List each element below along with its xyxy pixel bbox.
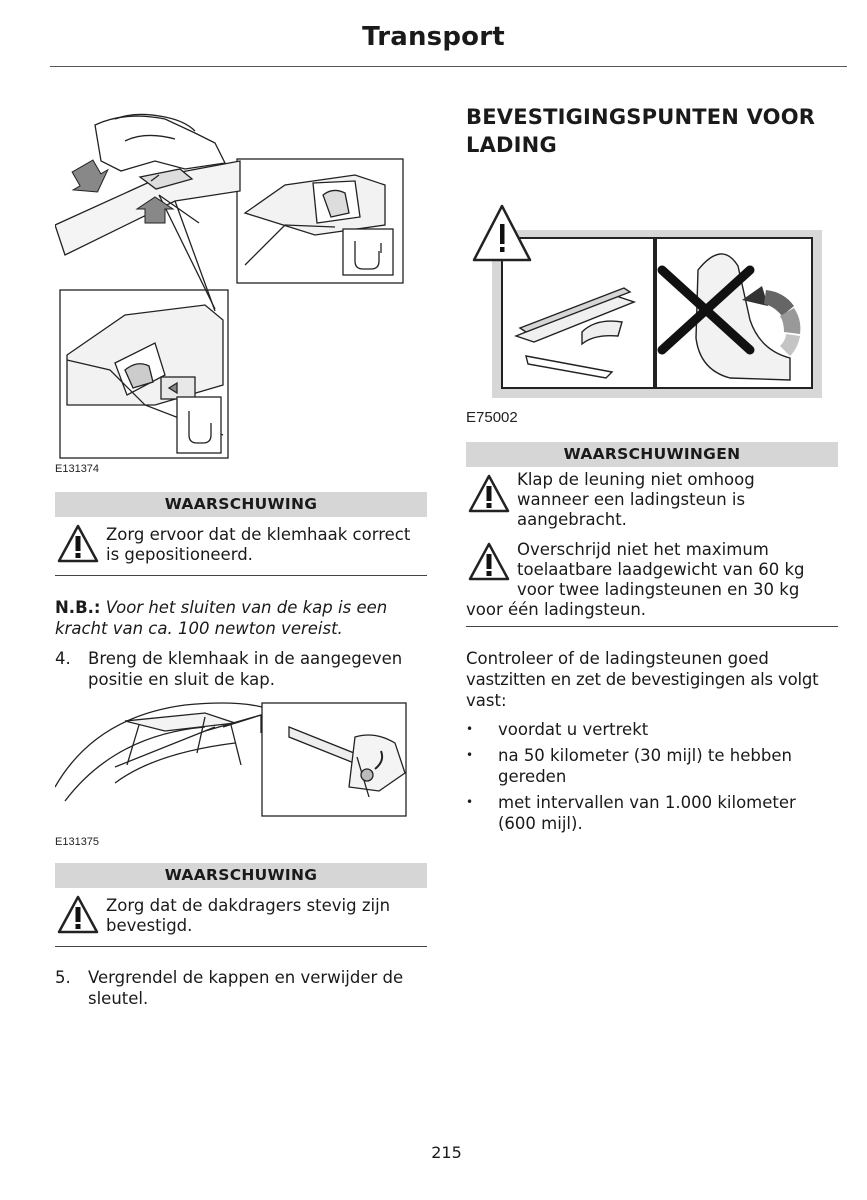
- warning-text-line: toelaatbare laadgewicht van 60 kg: [517, 560, 805, 579]
- warning-triangle-icon: [56, 523, 100, 565]
- bullet-text: voordat u vertrekt: [498, 720, 649, 739]
- bullet-text: met intervallen van 1.000 kilometer: [498, 793, 796, 812]
- warning-text-line: wanneer een ladingsteun is: [517, 490, 746, 509]
- intro-line: Controleer of de ladingsteunen goed: [466, 649, 769, 668]
- bullet-dot: •: [466, 748, 474, 762]
- bullet-dot: •: [466, 722, 474, 736]
- roof-box-clamp-illustration: [55, 105, 427, 465]
- warning-triangle-icon: [467, 541, 511, 583]
- step-number: 4.: [55, 649, 71, 668]
- roof-rack-key-illustration: [55, 697, 427, 827]
- title-divider: [50, 66, 847, 67]
- page-number: 215: [431, 1143, 462, 1162]
- figure-code: E131374: [55, 463, 100, 475]
- warning-heading: WAARSCHUWING: [55, 492, 427, 517]
- note-text: Voor het sluiten van de kap is een: [100, 598, 388, 617]
- warnings-heading: WAARSCHUWINGEN: [466, 442, 838, 467]
- warning-triangle-icon: [467, 473, 511, 515]
- page-title: Transport: [362, 22, 505, 52]
- bullet-dot: •: [466, 795, 474, 809]
- warning-text-line: Overschrijd niet het maximum: [517, 540, 769, 559]
- bullet-text: gereden: [498, 767, 567, 786]
- warning-divider: [466, 626, 838, 627]
- warning-text-line: Zorg dat de dakdragers stevig zijn: [106, 896, 391, 915]
- section-title: LADING: [466, 133, 557, 157]
- step-number: 5.: [55, 968, 71, 987]
- bullet-text: (600 mijl).: [498, 814, 583, 833]
- warning-text-line: voor één ladingsteun.: [466, 600, 647, 619]
- note-label: N.B.:: [55, 598, 101, 617]
- warning-text-line: is gepositioneerd.: [106, 545, 253, 564]
- warning-text-line: aangebracht.: [517, 510, 627, 529]
- note-line: [55, 597, 435, 618]
- warning-heading: WAARSCHUWING: [55, 863, 427, 888]
- warning-triangle-icon: [56, 894, 100, 936]
- intro-line: vast:: [466, 691, 507, 710]
- warning-divider: [55, 575, 427, 576]
- warning-text-line: bevestigd.: [106, 916, 193, 935]
- warning-text-line: Zorg ervoor dat de klemhaak correct: [106, 525, 411, 544]
- step-text: Breng de klemhaak in de aangegeven: [88, 649, 403, 668]
- section-title: BEVESTIGINGSPUNTEN VOOR: [466, 105, 816, 129]
- figure-code: E131375: [55, 836, 100, 848]
- figure-code: E75002: [466, 409, 518, 426]
- step-text: Vergrendel de kappen en verwijder de: [88, 968, 404, 987]
- load-anchor-warning-illustration: [466, 200, 838, 410]
- step-text: sleutel.: [88, 989, 149, 1008]
- intro-line: vastzitten en zet de bevestigingen als volgt: [466, 670, 819, 689]
- note-line: kracht van ca. 100 newton vereist.: [55, 619, 343, 638]
- step-text: positie en sluit de kap.: [88, 670, 275, 689]
- warning-divider: [55, 946, 427, 947]
- bullet-text: na 50 kilometer (30 mijl) te hebben: [498, 746, 792, 765]
- warning-text-line: voor twee ladingsteunen en 30 kg: [517, 580, 800, 599]
- warning-text-line: Klap de leuning niet omhoog: [517, 470, 755, 489]
